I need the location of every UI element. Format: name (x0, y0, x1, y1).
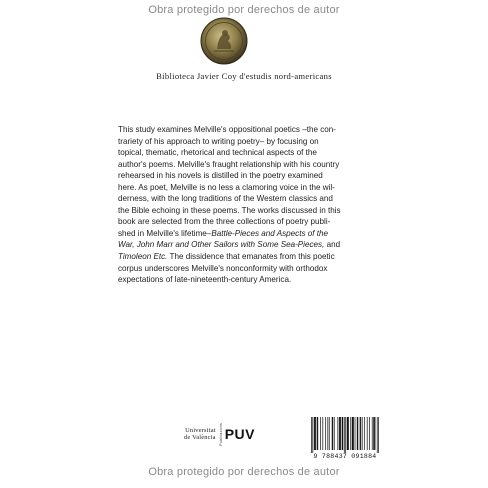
back-cover-blurb (118, 124, 376, 286)
blurb-line: author's poems. Melville's fraught relationship with his country (118, 159, 340, 169)
barcode-bar (337, 417, 338, 450)
barcode-bar (358, 417, 359, 450)
blurb-line: derness, with the long traditions of the Western classics and (118, 194, 333, 204)
barcode-bar (325, 417, 326, 450)
barcode-bar (332, 417, 333, 450)
blurb-line: trariety of his approach to writing poetry– by focusing on (118, 136, 319, 146)
title-timoleon: Timoleon Etc. (118, 252, 168, 262)
barcode-bar (357, 417, 358, 450)
barcode-bar (364, 417, 365, 450)
barcode-bar (340, 417, 341, 450)
barcode-bar (347, 417, 348, 450)
series-title: Biblioteca Javier Coy d'estudis nord-americans (156, 71, 332, 81)
barcode-bar (350, 417, 351, 450)
barcode-bar (342, 417, 343, 450)
barcode-bar (314, 417, 315, 450)
blurb-line: corpus underscores Melville's nonconformity with orthodox (118, 263, 328, 273)
barcode-bar (378, 417, 379, 453)
barcode-bar (377, 417, 378, 453)
barcode-bar (322, 417, 323, 450)
barcode-bar (312, 417, 313, 453)
barcode-bar (369, 417, 370, 450)
barcode-bar (342, 417, 343, 450)
barcode-bar (352, 417, 353, 450)
isbn-number: 9 788437 091884 (313, 453, 377, 460)
uv-line-1: Universitat (185, 426, 216, 434)
blurb-line: The dissidence that emanates from this poetic (167, 252, 335, 262)
barcode-bar (339, 417, 340, 450)
barcode-bar (353, 417, 354, 450)
barcode-bar (360, 417, 361, 450)
publicacions-label: Publicacions (218, 422, 223, 446)
blurb-line: shed in Melville's lifetime– (118, 228, 212, 238)
blurb-line: This study examines Melville's oppositional poetics –the con- (118, 125, 336, 134)
barcode-bar (311, 417, 312, 453)
blurb-line: expectations of late-nineteenth-century America. (118, 275, 292, 285)
publisher-logo (184, 418, 255, 450)
blurb-line: here. As poet, Melville is no less a clamoring voice in the wil- (118, 182, 335, 192)
title-john-marr: War, John Marr and Other Sailors with Some Sea-Pieces, (118, 240, 325, 250)
barcode-bar (329, 417, 330, 450)
barcode-bar (345, 417, 346, 453)
barcode-bar (344, 417, 345, 453)
barcode-bar (374, 417, 375, 450)
barcode-bar (320, 417, 321, 450)
barcode-bar (360, 417, 361, 450)
universitat-valencia-logo (184, 427, 216, 442)
barcode-bar (315, 417, 316, 450)
watermark-bottom: Obra protegido por derechos de autor (148, 466, 340, 478)
barcode-bar (367, 417, 368, 450)
barcode-bar (334, 417, 335, 450)
barcode-bar (317, 417, 318, 450)
barcode-bar (327, 417, 328, 450)
blurb-line: rehearsed in his novels is distilled in the poetry examined (118, 171, 323, 181)
barcode-bar (353, 417, 354, 450)
blurb-line: the Bible echoing in these poems. The works discussed in this (118, 205, 341, 215)
puv-logo: PUV (224, 426, 256, 442)
barcode-bar (373, 417, 374, 450)
isbn-barcode (311, 417, 379, 453)
uv-line-2: de València (184, 434, 216, 441)
barcode-bar (317, 417, 318, 450)
barcode-bar (340, 417, 341, 450)
barcode-bar (362, 417, 363, 450)
barcode-bar (355, 417, 356, 450)
barcode-bar (332, 417, 333, 450)
blurb-line: book are selected from the three collections of poetry publi- (118, 217, 331, 227)
barcode-bar (348, 417, 349, 450)
blurb-and: and (324, 240, 341, 250)
barcode-bar (375, 417, 376, 450)
blurb-line: topical, thematic, rhetorical and technical aspects of the (118, 148, 317, 158)
barcode-bar (315, 417, 316, 450)
barcode-bar (372, 417, 373, 450)
barcode-bar (348, 417, 349, 450)
watermark-top: Obra protegido por derechos de autor (148, 4, 340, 16)
title-battle-pieces: Battle-Pieces and Aspects of the (211, 228, 328, 238)
medallion-seal-icon (200, 17, 248, 65)
